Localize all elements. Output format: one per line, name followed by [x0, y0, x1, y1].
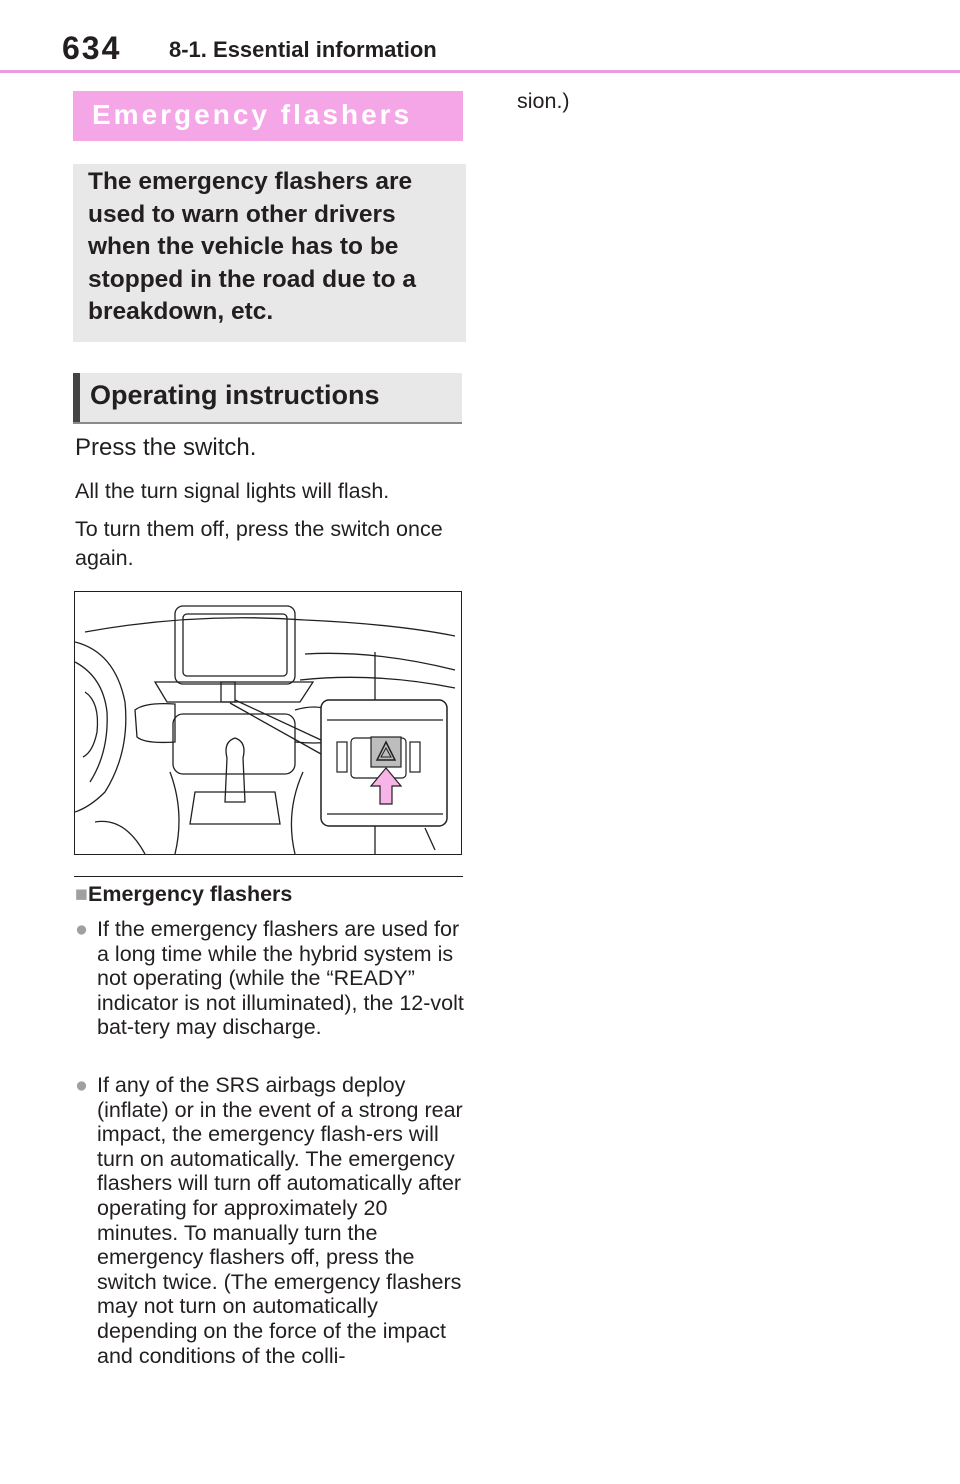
bullet-icon: ● — [75, 917, 88, 941]
section-title: 8-1. Essential information — [169, 37, 437, 62]
banner-title: Emergency flashers — [92, 99, 413, 130]
instruction-line: To turn them off, press the switch once again. — [75, 517, 443, 570]
note-divider — [74, 876, 463, 877]
note-heading — [75, 879, 292, 909]
instruction-line: All the turn signal lights will flash. — [75, 479, 390, 503]
hazard-switch-illustration — [75, 592, 461, 854]
operating-heading-box — [73, 373, 462, 424]
page-number: 634 — [62, 30, 122, 66]
step-text: Press the switch. — [75, 434, 257, 461]
continuation-text: sion.) — [517, 89, 570, 113]
hazard-switch-figure — [74, 591, 462, 855]
intro-box — [73, 164, 466, 342]
list-item-text: If the emergency flashers are used for a long time while the hybrid system is not operating (while the “READY” indicator is not illuminated), the 12-volt bat-tery may discharge. — [97, 917, 464, 1040]
header-divider — [0, 70, 960, 73]
intro-text: The emergency flashers are used to warn other drivers when the vehicle has to be stopped in the road due to a breakdown, etc. — [88, 168, 417, 325]
list-item-text: If any of the SRS airbags deploy (inflate) or in the event of a strong rear impact, the emergency flash-ers will turn on automatically. The emergency flashers will turn off automatically after operating for approximately 20 minutes. To manually turn the emergency flashers off, press the switch twice. (The emergency flashers may not turn on automatically depending on the force of the impact and conditions of the colli- — [97, 1073, 463, 1368]
square-marker-icon: ■ — [75, 882, 88, 906]
chapter-banner — [73, 91, 463, 141]
note-heading-text: Emergency flashers — [88, 882, 293, 906]
bullet-icon: ● — [75, 1073, 88, 1097]
heading-accent-bar — [73, 373, 80, 422]
operating-heading: Operating instructions — [90, 380, 380, 410]
